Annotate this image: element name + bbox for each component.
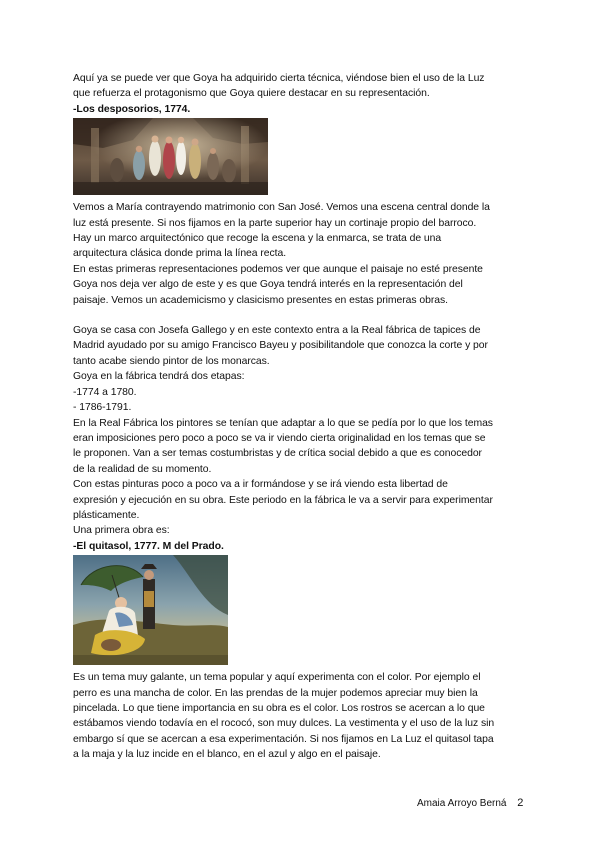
text-line: Goya se casa con Josefa Gallego y en este contexto entra a la Real fábrica de tapices de	[73, 325, 481, 337]
text-line: Aquí ya se puede ver que Goya ha adquirido cierta técnica, viéndose bien el uso de la Luz	[73, 73, 485, 84]
text-line: Madrid ayudado por su amigo Francisco Bayeu y posibilitandole que conozca la corte y por	[73, 340, 488, 352]
text-line: - 1786-1791.	[73, 402, 132, 414]
text-line: Es un tema muy galante, un tema popular y aquí experimenta con el color. Por ejemplo el	[73, 672, 481, 684]
text-line: expresión y ejecución en su obra. Este periodo en la fábrica le va a servir para experimentar	[73, 494, 493, 506]
text-line: eran imposiciones pero poco a poco se va ir viendo cierta originalidad en los temas que se	[73, 432, 486, 444]
text-line: -1774 a 1780.	[73, 386, 137, 398]
text-line: Con estas pinturas poco a poco va a ir formándose y se irá viendo esta libertad de	[73, 479, 448, 491]
text-line: arquitectura clásica donde prima la línea recta.	[73, 248, 287, 260]
text-line: pincelada. Lo que tiene importancia en su obra es el color. Los rostros se acercan a lo que	[73, 702, 485, 714]
artwork-heading-quitasol: -El quitasol, 1777. M del Prado.	[73, 540, 224, 552]
text-line: tanto acabe siendo pintor de los monarcas.	[73, 355, 270, 367]
text-line: Una primera obra es:	[73, 525, 170, 537]
text-line: En la Real Fábrica los pintores se tenían que adaptar a lo que se pedía por lo que los temas	[73, 417, 493, 429]
page-content	[73, 71, 533, 763]
painting-los-desposorios-image	[73, 118, 268, 195]
footer-author: Amaia Arroyo Berná	[417, 798, 507, 809]
text-line: paisaje. Vemos un academicismo y clasicismo presentes en estas primeras obras.	[73, 294, 448, 306]
text-line: le proponen. Van a ser temas costumbristas y de crítica social debido a que es conocedor	[73, 448, 482, 460]
text-line: Hay un marco arquitectónico que recoge la escena y la enmarca, se trata de una	[73, 233, 442, 245]
text-line: luz está presente. Si nos fijamos en la parte superior hay un cortinaje propio del barroco.	[73, 217, 477, 229]
text-line: Goya nos deja ver algo de este y es que Goya tendrá interés en la representación del	[73, 279, 463, 291]
page-footer	[417, 797, 523, 809]
text-line: embargo sí que se acercan a esa experimentación. Si nos fijamos en La Luz el quitasol tapa	[73, 733, 494, 745]
artwork-heading-desposorios: -Los desposorios, 1774.	[73, 103, 191, 115]
text-line: que refuerza el protagonismo que Goya quiere destacar en su representación.	[73, 88, 430, 100]
page-number: 2	[517, 797, 524, 809]
painting-el-quitasol-image	[73, 555, 228, 665]
text-line: estábamos viendo todavía en el rococó, son muy dulces. La vestimenta y el uso de la luz sin	[73, 718, 495, 730]
text-line: perro es una mancha de color. En las prendas de la mujer podemos apreciar muy bien la	[73, 687, 478, 699]
text-line: plásticamente.	[73, 509, 140, 521]
text-line: Vemos a María contrayendo matrimonio con San José. Vemos una escena central donde la	[73, 202, 490, 214]
text-line: En estas primeras representaciones podemos ver que aunque el paisaje no esté presente	[73, 263, 483, 275]
paragraph-gap	[73, 308, 533, 323]
text-line: a la maja y la luz incide en el blanco, en el azul y algo en el paisaje.	[73, 749, 381, 761]
text-line: Goya en la fábrica tendrá dos etapas:	[73, 371, 245, 383]
text-line: de la realidad de su momento.	[73, 463, 212, 475]
